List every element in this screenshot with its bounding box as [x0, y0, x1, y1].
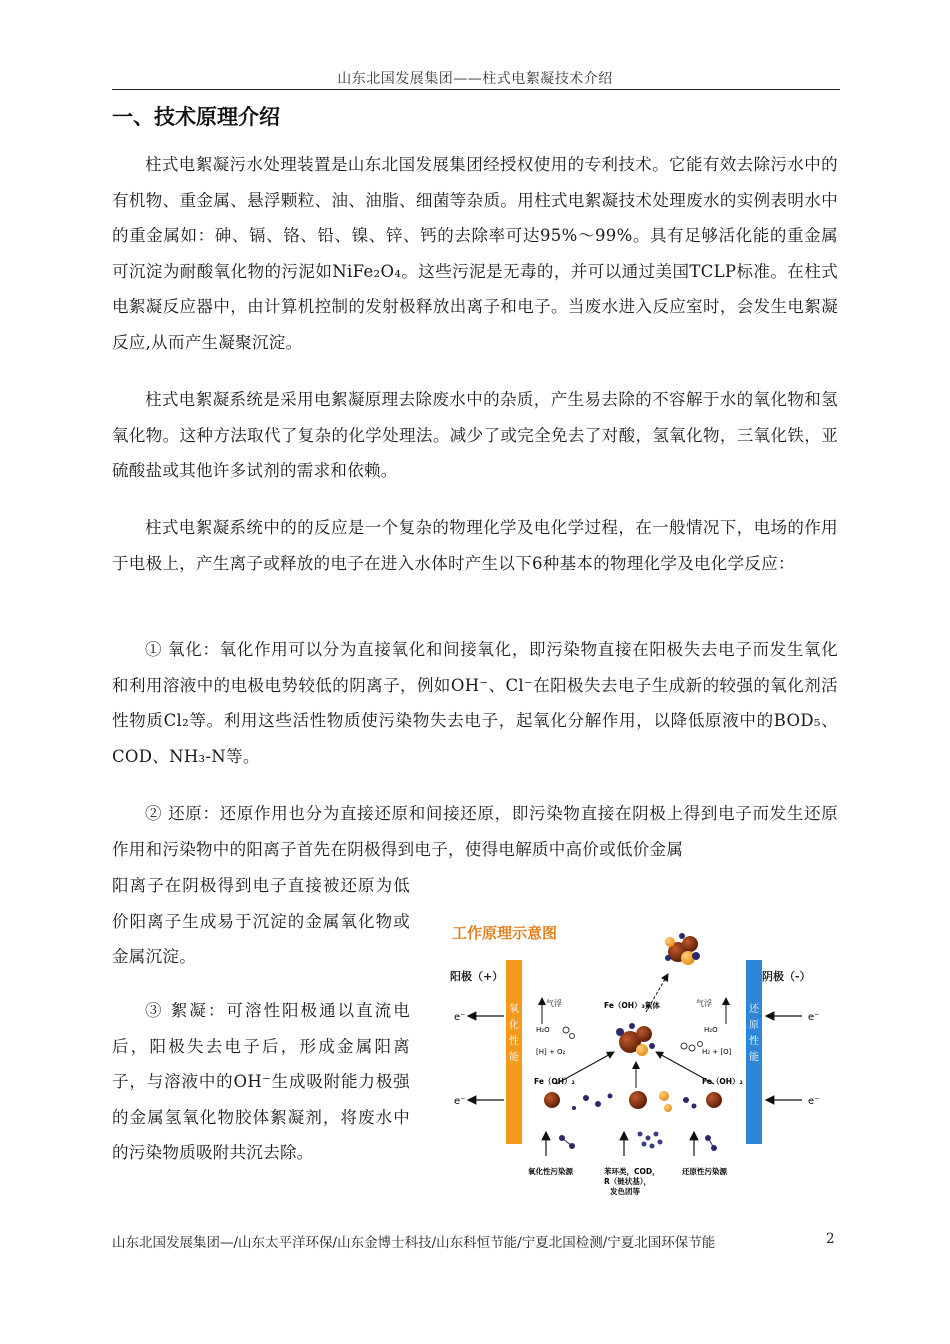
svg-text:原: 原: [749, 1020, 759, 1031]
bubble: [689, 1045, 695, 1051]
source-oxidizing-label: 氧化性污染源: [528, 1167, 573, 1176]
working-principle-diagram: [446, 912, 838, 1204]
paragraph-reduction-cont: 阳离子在阴极得到电子直接被还原为低价阳离子生成易于沉淀的金属氧化物或金属沉淀。: [112, 876, 410, 966]
bubble: [698, 1042, 703, 1047]
floc-cluster-top: [665, 933, 700, 965]
bubble: [570, 1034, 575, 1039]
source-molecule-left: [559, 1135, 575, 1149]
paragraph-system: 柱式电絮凝系统是采用电絮凝原理去除废水中的杂质，产生易去除的不容解于水的氧化物和氢氧化物。这种方法取代了复杂的化学处理法。减少了或完全免去了对酸，氢氧化物，三氧化铁，亚硫酸盐或其他许多试剂的需求和依赖。: [112, 390, 838, 480]
anode-label: 阳极（+）: [450, 970, 504, 983]
page-number: 2: [826, 1231, 835, 1247]
float-label-right: 气浮: [696, 999, 712, 1008]
electron-label: e⁻: [808, 1012, 820, 1023]
svg-text:能: 能: [509, 1052, 519, 1063]
source-molecule-middle: [638, 1132, 663, 1149]
feoh-right-label: Fe（OH）₂: [702, 1077, 743, 1086]
anode-products: [H] + O₂: [536, 1048, 566, 1056]
floc-label: Fe（OH）₃絮体: [604, 1001, 660, 1010]
electron-label: e⁻: [454, 1096, 466, 1107]
header-text: 山东北国发展集团——柱式电絮凝技术介绍: [337, 71, 613, 87]
electron-label: e⁻: [808, 1096, 820, 1107]
diagram-title: 工作原理示意图: [452, 924, 558, 942]
svg-text:性: 性: [749, 1036, 759, 1047]
electron-label: e⁻: [454, 1012, 466, 1023]
paragraph-reduction: ② 还原：还原作用也分为直接还原和间接还原，即污染物直接在阴极上得到电子而发生还原作用和污染物中的阳离子首先在阴极得到电子，使得电解质中高价或低价金属: [112, 804, 838, 859]
particles-row: [544, 1091, 722, 1112]
float-label-left: 气浮: [546, 999, 562, 1008]
paragraph-reactions: 柱式电絮凝系统中的的反应是一个复杂的物理化学及电化学过程，在一般情况下，电场的作用于电极上，产生离子或释放的电子在进入水体时产生以下6种基本的物理化学及电化学反应：: [112, 518, 838, 573]
section-title: 一、技术原理介绍: [112, 105, 280, 129]
cathode-label: 阴极（-）: [762, 970, 811, 983]
source-middle-label-1: 苯环类，COD，: [604, 1167, 660, 1176]
floc-cluster-middle: [616, 1023, 655, 1056]
bubble: [563, 1027, 569, 1033]
source-reducing-label: 还原性污染源: [682, 1167, 727, 1176]
source-middle-label-2: R（链状基），: [604, 1177, 652, 1186]
feoh-left-label: Fe（OH）₂: [534, 1077, 575, 1086]
h2o-left: H₂O: [536, 1026, 550, 1034]
source-molecule-right: [705, 1135, 717, 1151]
svg-text:化: 化: [509, 1020, 519, 1031]
svg-text:能: 能: [749, 1052, 759, 1063]
svg-text:还: 还: [749, 1004, 759, 1015]
diagram-svg: [446, 912, 838, 1204]
paragraph-oxidation: ① 氧化：氧化作用可以分为直接氧化和间接氧化，即污染物直接在阳极失去电子而发生氧化和利用溶液中的电极电势较低的阴离子，例如OH⁻、Cl⁻在阳极失去电子生成新的较强的氧化剂活性物质Cl₂等。利用这些活性物质使污染物失去电子，起氧化分解作用，以降低原液中的BOD₅、COD、NH₃-N等。: [112, 640, 838, 766]
svg-text:氧: 氧: [509, 1004, 519, 1015]
svg-text:性: 性: [509, 1036, 519, 1047]
footer-text: 山东北国发展集团—/山东太平洋环保/山东金博士科技/山东科恒节能/宁夏北国检测/宁夏北国环保节能: [112, 1235, 716, 1251]
paragraph-intro: 柱式电絮凝污水处理装置是山东北国发展集团经授权使用的专利技术。它能有效去除污水中的有机物、重金属、悬浮颗粒、油、油脂、细菌等杂质。用柱式电絮凝技术处理废水的实例表明水中的重金属如：砷、镉、铬、铅、镍、锌、钙的去除率可达95%～99%。具有足够活化能的重金属可沉淀为耐酸氧化物的污泥如NiFe₂O₄。这些污泥是无毒的，并可以通过美国TCLP标准。在柱式电絮凝反应器中，由计算机控制的发射极释放出离子和电子。当废水进入反应室时，会发生电絮凝反应,从而产生凝聚沉淀。: [112, 155, 838, 352]
cathode-products: H₂ + [O]: [702, 1048, 732, 1056]
paragraph-flocculation: ③ 絮凝：可溶性阳极通以直流电后，阳极失去电子后，形成金属阳离子，与溶液中的OH⁻生成吸附能力极强的金属氢氧化物胶体絮凝剂，将废水中的污染物质吸附共沉去除。: [112, 1001, 410, 1162]
header-divider: [112, 89, 840, 90]
bubble: [681, 1043, 687, 1049]
source-middle-label-3: 发色团等: [610, 1187, 640, 1196]
h2o-right: H₂O: [704, 1026, 718, 1034]
